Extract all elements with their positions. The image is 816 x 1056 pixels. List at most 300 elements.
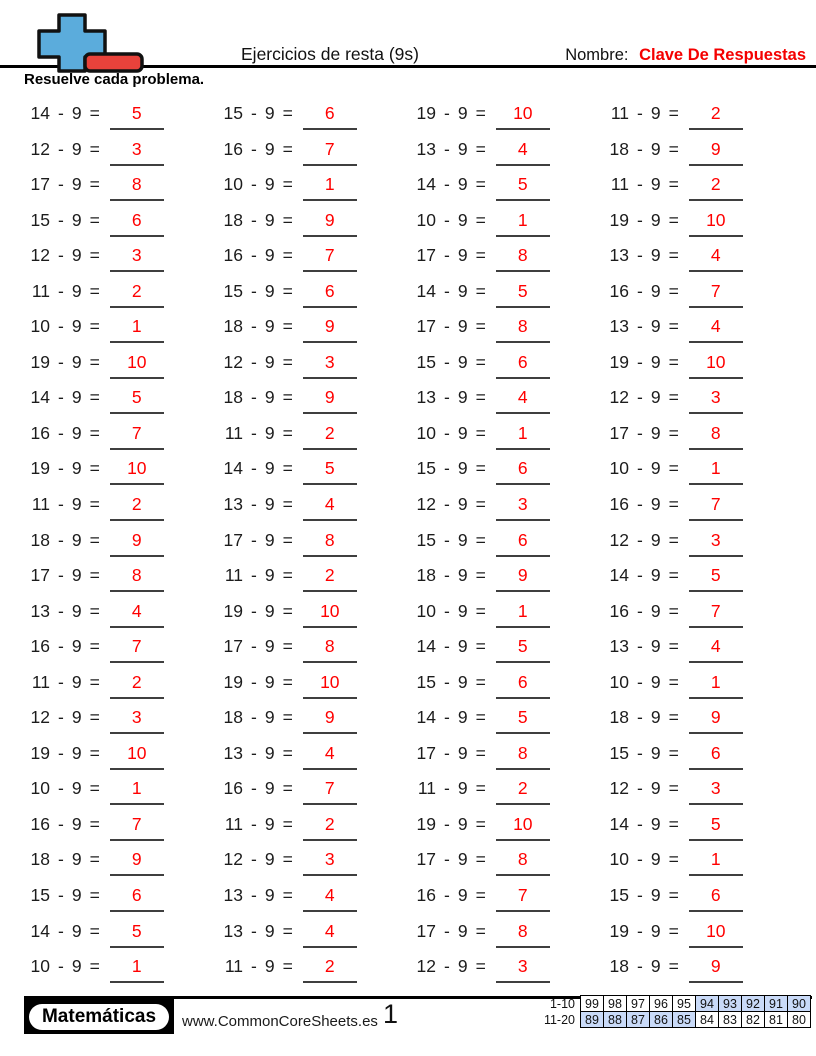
problem: [605, 380, 798, 416]
answer-blank: [689, 423, 743, 450]
minus-operator: -: [444, 707, 450, 728]
answer-blank: [110, 387, 164, 414]
answer-value: 5: [517, 636, 528, 657]
minuend: 11: [224, 813, 243, 834]
answer-blank: [303, 565, 357, 592]
minus-operator: -: [251, 174, 257, 195]
minus-operator: -: [58, 245, 64, 266]
answer-value: 3: [710, 778, 721, 799]
instruction-text: Resuelve cada problema.: [24, 71, 205, 88]
answer-blank: [110, 672, 164, 699]
subtrahend: 9: [650, 671, 661, 692]
answer-value: 4: [710, 316, 721, 337]
equals-sign: =: [282, 849, 293, 870]
equals-sign: =: [282, 138, 293, 159]
answer-value: 6: [517, 529, 528, 550]
answer-blank: [303, 352, 357, 379]
answer-blank: [689, 743, 743, 770]
answer-blank: [496, 743, 550, 770]
subtrahend: 9: [457, 174, 468, 195]
minuend: 14: [416, 636, 436, 657]
minuend: 10: [223, 174, 243, 195]
equals-sign: =: [282, 813, 293, 834]
answer-blank: [303, 281, 357, 308]
minuend: 15: [30, 885, 50, 906]
problem: [26, 416, 219, 452]
problem: [219, 167, 412, 203]
equals-sign: =: [475, 103, 486, 123]
answer-blank: [110, 921, 164, 948]
equals-sign: =: [89, 849, 100, 870]
equals-sign: =: [668, 778, 679, 799]
answer-blank: [110, 245, 164, 272]
problem: [412, 203, 605, 239]
subtrahend: 9: [650, 387, 661, 408]
minus-operator: -: [444, 209, 450, 230]
equals-sign: =: [89, 494, 100, 515]
problem: [26, 878, 219, 914]
answer-value: 10: [513, 103, 533, 123]
score-cell: 81: [765, 1012, 788, 1028]
subtrahend: 9: [650, 351, 661, 372]
problem: [412, 523, 605, 559]
minus-operator: -: [251, 742, 257, 763]
minuend: 16: [223, 778, 243, 799]
score-cell: 91: [765, 996, 788, 1012]
minus-operator: -: [637, 920, 643, 941]
minus-operator: -: [58, 351, 64, 372]
minuend: 15: [416, 458, 436, 479]
minus-operator: -: [251, 209, 257, 230]
minus-operator: -: [251, 351, 257, 372]
answer-value: 8: [710, 422, 721, 443]
minuend: 17: [30, 565, 50, 586]
subtrahend: 9: [650, 813, 661, 834]
problem: [605, 700, 798, 736]
answer-blank: [689, 103, 743, 130]
subtrahend: 9: [264, 351, 275, 372]
problem: [219, 203, 412, 239]
equals-sign: =: [89, 920, 100, 941]
subtrahend: 9: [264, 813, 275, 834]
answer-blank: [303, 245, 357, 272]
subtrahend: 9: [650, 778, 661, 799]
minuend: 15: [223, 280, 243, 301]
answer-value: 5: [517, 280, 528, 301]
minus-operator: -: [444, 778, 450, 799]
subtrahend: 9: [264, 600, 275, 621]
subtrahend: 9: [457, 422, 468, 443]
minus-operator: -: [58, 209, 64, 230]
minuend: 14: [223, 458, 243, 479]
answer-value: 6: [324, 280, 335, 301]
problems-column: [26, 96, 219, 985]
minus-operator: -: [58, 458, 64, 479]
answer-blank: [689, 956, 743, 983]
subtrahend: 9: [264, 103, 275, 123]
equals-sign: =: [89, 778, 100, 799]
minuend: 12: [30, 138, 50, 159]
answer-value: 8: [324, 529, 335, 550]
answer-blank: [496, 210, 550, 237]
answer-value: 3: [324, 351, 335, 372]
answer-blank: [303, 672, 357, 699]
answer-blank: [496, 139, 550, 166]
problem: [219, 416, 412, 452]
subtrahend: 9: [71, 849, 82, 870]
answer-value: 3: [131, 138, 142, 159]
problem: [605, 345, 798, 381]
subtrahend: 9: [457, 458, 468, 479]
equals-sign: =: [475, 387, 486, 408]
score-table-row: [543, 1012, 811, 1028]
problem: [219, 523, 412, 559]
minuend: 14: [416, 174, 436, 195]
answer-value: 10: [127, 351, 147, 372]
minus-operator: -: [251, 707, 257, 728]
minuend: 13: [223, 885, 243, 906]
answer-value: 9: [517, 565, 528, 586]
problem: [412, 771, 605, 807]
answer-value: 7: [324, 245, 335, 266]
answer-blank: [110, 458, 164, 485]
minus-operator: -: [58, 494, 64, 515]
subtrahend: 9: [71, 245, 82, 266]
minus-operator: -: [637, 103, 643, 123]
answer-blank: [303, 849, 357, 876]
minus-operator: -: [58, 671, 64, 692]
answer-value: 6: [517, 351, 528, 372]
answer-value: 4: [324, 494, 335, 515]
equals-sign: =: [475, 707, 486, 728]
subtrahend: 9: [457, 494, 468, 515]
subtrahend: 9: [71, 920, 82, 941]
answer-blank: [689, 245, 743, 272]
minus-operator: -: [58, 956, 64, 977]
equals-sign: =: [89, 956, 100, 977]
minuend: 19: [30, 458, 50, 479]
answer-value: 4: [324, 742, 335, 763]
answer-value: 7: [517, 885, 528, 906]
answer-blank: [303, 103, 357, 130]
answer-value: 4: [517, 387, 528, 408]
minus-operator: -: [444, 280, 450, 301]
minus-operator: -: [637, 351, 643, 372]
minus-operator: -: [444, 174, 450, 195]
minus-operator: -: [637, 636, 643, 657]
minus-operator: -: [637, 813, 643, 834]
answer-blank: [303, 494, 357, 521]
answer-value: 2: [131, 494, 142, 515]
equals-sign: =: [475, 849, 486, 870]
equals-sign: =: [89, 600, 100, 621]
minuend: 10: [30, 778, 50, 799]
answer-blank: [303, 814, 357, 841]
minus-operator: -: [444, 636, 450, 657]
subtrahend: 9: [457, 885, 468, 906]
subtrahend: 9: [71, 529, 82, 550]
equals-sign: =: [475, 600, 486, 621]
minuend: 10: [609, 671, 629, 692]
subtrahend: 9: [457, 778, 468, 799]
equals-sign: =: [89, 351, 100, 372]
minuend: 16: [30, 422, 50, 443]
subtrahend: 9: [71, 280, 82, 301]
answer-blank: [110, 814, 164, 841]
subtrahend: 9: [457, 849, 468, 870]
minuend: 12: [609, 529, 629, 550]
minuend: 18: [223, 707, 243, 728]
minus-operator: -: [637, 565, 643, 586]
minuend: 16: [609, 494, 629, 515]
minus-operator: -: [58, 103, 64, 123]
minus-operator: -: [637, 849, 643, 870]
answer-value: 10: [706, 351, 726, 372]
problem: [412, 842, 605, 878]
subtrahend: 9: [71, 138, 82, 159]
problem: [605, 167, 798, 203]
equals-sign: =: [89, 529, 100, 550]
minus-operator: -: [637, 138, 643, 159]
problem: [219, 807, 412, 843]
minus-operator: -: [251, 813, 257, 834]
minus-operator: -: [637, 494, 643, 515]
subtrahend: 9: [650, 920, 661, 941]
minus-operator: -: [251, 280, 257, 301]
answer-value: 8: [324, 636, 335, 657]
minus-operator: -: [637, 209, 643, 230]
equals-sign: =: [282, 707, 293, 728]
problem: [219, 736, 412, 772]
equals-sign: =: [475, 422, 486, 443]
subtrahend: 9: [650, 742, 661, 763]
problem: [605, 878, 798, 914]
subtrahend: 9: [71, 671, 82, 692]
minuend: 19: [223, 671, 243, 692]
answer-value: 4: [131, 600, 142, 621]
minuend: 13: [223, 494, 243, 515]
minuend: 14: [609, 813, 629, 834]
answer-value: 6: [131, 209, 142, 230]
minus-operator: -: [637, 387, 643, 408]
subtrahend: 9: [264, 742, 275, 763]
answer-value: 9: [131, 529, 142, 550]
subtrahend: 9: [264, 636, 275, 657]
problem: [412, 629, 605, 665]
problem: [26, 309, 219, 345]
minuend: 18: [223, 387, 243, 408]
minuend: 14: [416, 707, 436, 728]
subtrahend: 9: [71, 387, 82, 408]
subtrahend: 9: [264, 209, 275, 230]
problem: [605, 238, 798, 274]
equals-sign: =: [282, 885, 293, 906]
equals-sign: =: [282, 565, 293, 586]
answer-blank: [110, 601, 164, 628]
subtrahend: 9: [650, 280, 661, 301]
answer-value: 5: [517, 174, 528, 195]
subtrahend: 9: [71, 422, 82, 443]
subtrahend: 9: [457, 707, 468, 728]
equals-sign: =: [475, 565, 486, 586]
problem: [26, 807, 219, 843]
answer-blank: [689, 316, 743, 343]
minus-operator: -: [58, 636, 64, 657]
subtrahend: 9: [71, 742, 82, 763]
minus-operator: -: [444, 529, 450, 550]
minuend: 15: [609, 885, 629, 906]
equals-sign: =: [282, 636, 293, 657]
minus-operator: -: [251, 529, 257, 550]
subtrahend: 9: [264, 387, 275, 408]
answer-blank: [110, 423, 164, 450]
subtrahend: 9: [71, 813, 82, 834]
score-cell: 90: [788, 996, 811, 1012]
problem: [26, 167, 219, 203]
problem: [605, 771, 798, 807]
answer-blank: [110, 174, 164, 201]
answer-value: 8: [517, 920, 528, 941]
minuend: 19: [609, 209, 629, 230]
equals-sign: =: [89, 103, 100, 123]
plus-minus-logo-icon: [22, 12, 152, 74]
equals-sign: =: [668, 387, 679, 408]
answer-blank: [496, 281, 550, 308]
answer-value: 3: [131, 245, 142, 266]
problem: [605, 309, 798, 345]
minus-operator: -: [58, 885, 64, 906]
minus-operator: -: [444, 813, 450, 834]
subtrahend: 9: [264, 565, 275, 586]
minus-operator: -: [251, 494, 257, 515]
problem: [219, 629, 412, 665]
problem: [26, 629, 219, 665]
score-cell: 97: [627, 996, 650, 1012]
subtrahend: 9: [264, 956, 275, 977]
score-cell: 87: [627, 1012, 650, 1028]
minuend: 12: [609, 778, 629, 799]
minuend: 12: [223, 351, 243, 372]
minus-operator: -: [58, 280, 64, 301]
minus-operator: -: [444, 565, 450, 586]
equals-sign: =: [89, 813, 100, 834]
answer-value: 4: [710, 245, 721, 266]
minuend: 19: [609, 920, 629, 941]
equals-sign: =: [89, 565, 100, 586]
answer-value: 3: [710, 529, 721, 550]
equals-sign: =: [89, 209, 100, 230]
equals-sign: =: [282, 458, 293, 479]
problem: [412, 451, 605, 487]
equals-sign: =: [668, 671, 679, 692]
equals-sign: =: [475, 174, 486, 195]
subtrahend: 9: [457, 600, 468, 621]
problem: [219, 451, 412, 487]
minus-operator: -: [637, 174, 643, 195]
problems-column: [605, 96, 798, 985]
score-cell: 99: [581, 996, 604, 1012]
equals-sign: =: [475, 671, 486, 692]
problem: [412, 487, 605, 523]
problem: [26, 594, 219, 630]
equals-sign: =: [668, 529, 679, 550]
page-number: 1: [383, 999, 399, 1029]
answer-value: 1: [517, 600, 528, 621]
problem: [219, 487, 412, 523]
answer-blank: [303, 210, 357, 237]
subtrahend: 9: [457, 280, 468, 301]
answer-blank: [689, 565, 743, 592]
answer-value: 7: [324, 138, 335, 159]
minuend: 10: [416, 600, 436, 621]
subtrahend: 9: [71, 103, 82, 123]
answer-key-label: Clave De Respuestas: [639, 46, 806, 64]
minuend: 10: [609, 849, 629, 870]
answer-value: 8: [517, 245, 528, 266]
subtrahend: 9: [457, 636, 468, 657]
problem: [412, 345, 605, 381]
answer-blank: [110, 103, 164, 130]
problem: [412, 380, 605, 416]
answer-blank: [303, 316, 357, 343]
minuend: 12: [416, 494, 436, 515]
answer-blank: [496, 814, 550, 841]
problem: [412, 132, 605, 168]
answer-blank: [689, 458, 743, 485]
answer-blank: [303, 530, 357, 557]
subtrahend: 9: [264, 458, 275, 479]
answer-blank: [496, 921, 550, 948]
answer-value: 7: [710, 600, 721, 621]
minus-operator: -: [444, 138, 450, 159]
problem: [605, 914, 798, 950]
score-cell: 85: [673, 1012, 696, 1028]
minus-operator: -: [251, 636, 257, 657]
problem: [26, 96, 219, 132]
problem: [605, 96, 798, 132]
minus-operator: -: [58, 174, 64, 195]
equals-sign: =: [282, 422, 293, 443]
problem: [605, 594, 798, 630]
problem: [412, 558, 605, 594]
answer-value: 5: [710, 813, 721, 834]
answer-value: 5: [131, 387, 142, 408]
minuend: 11: [224, 565, 243, 586]
equals-sign: =: [475, 458, 486, 479]
minus-operator: -: [251, 885, 257, 906]
answer-blank: [110, 494, 164, 521]
minuend: 19: [416, 813, 436, 834]
answer-blank: [689, 601, 743, 628]
answer-blank: [689, 139, 743, 166]
equals-sign: =: [89, 707, 100, 728]
minuend: 16: [416, 885, 436, 906]
answer-blank: [110, 956, 164, 983]
problem: [412, 807, 605, 843]
answer-value: 10: [706, 209, 726, 230]
minuend: 17: [416, 920, 436, 941]
equals-sign: =: [89, 387, 100, 408]
minuend: 13: [223, 742, 243, 763]
minus-operator: -: [251, 849, 257, 870]
answer-blank: [110, 352, 164, 379]
equals-sign: =: [282, 245, 293, 266]
minuend: 11: [417, 778, 436, 799]
equals-sign: =: [282, 174, 293, 195]
minus-operator: -: [637, 671, 643, 692]
score-cell: 86: [650, 1012, 673, 1028]
problem: [219, 594, 412, 630]
